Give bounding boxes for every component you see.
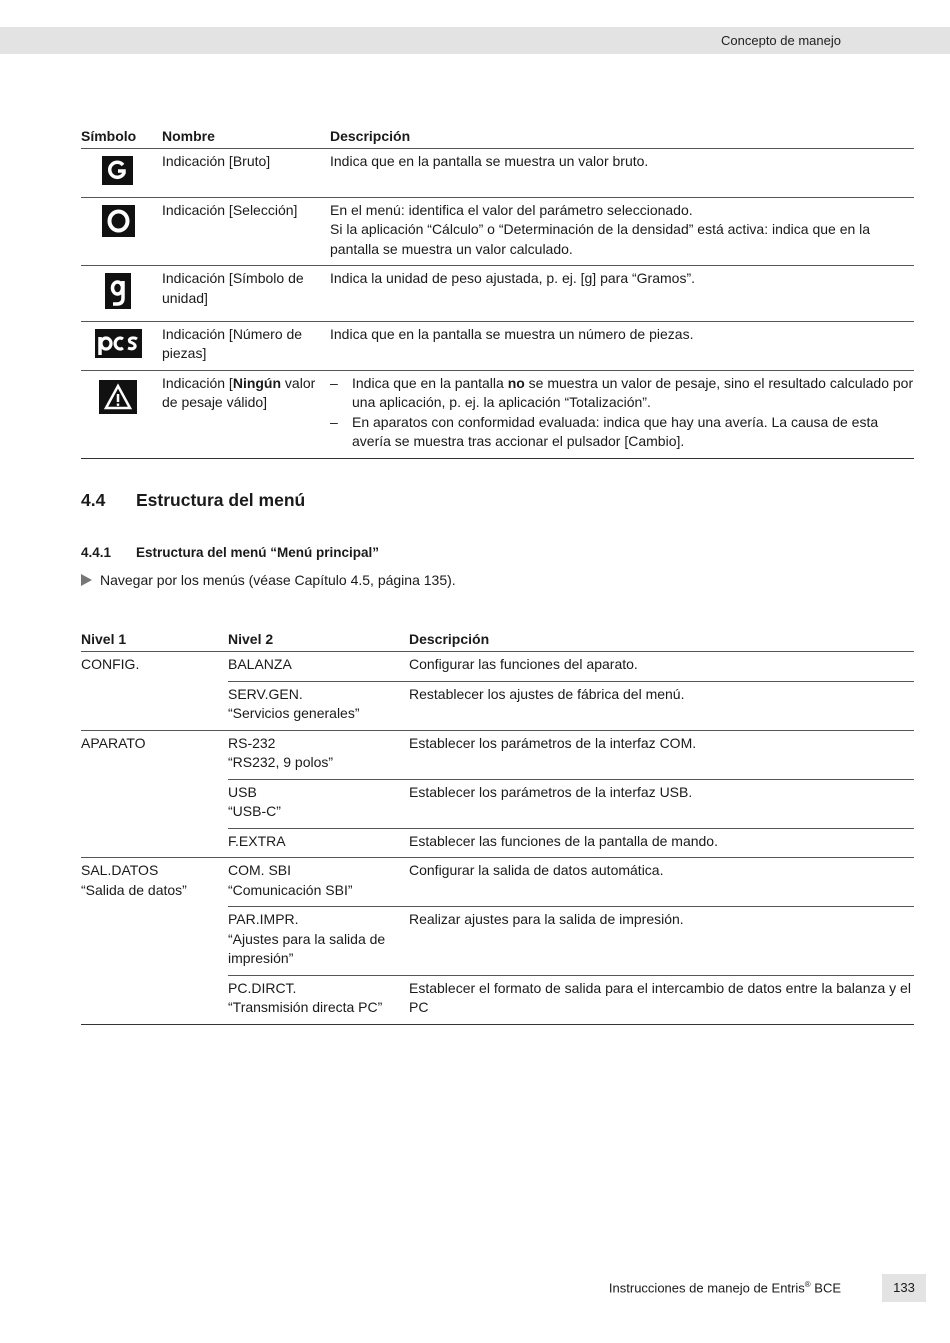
description-line: En el menú: identifica el valor del parámetro seleccionado. — [330, 201, 693, 218]
symbol-description — [330, 197, 914, 266]
symbol-name: Indicación [Ningún valor de pesaje válido] — [162, 370, 330, 458]
description-cell: Restablecer los ajustes de fábrica del menú. — [409, 681, 914, 730]
symbol-name: Indicación [Número de piezas] — [162, 321, 330, 370]
level2-cell: F.EXTRA — [228, 828, 409, 858]
col-header-level2: Nivel 2 — [228, 631, 409, 652]
table-row — [81, 975, 914, 1024]
symbol-description: Indica que en la pantalla se muestra un valor bruto. — [330, 149, 914, 198]
description-line: Si la aplicación “Cálculo” o “Determinación de la densidad” está activa: indica que en la pantalla se muestra un valor calculado. — [330, 221, 871, 257]
col-header-symbol: Símbolo — [81, 128, 162, 149]
table-row — [81, 197, 914, 266]
menu-structure-table — [81, 631, 914, 1025]
list-item: – En aparatos con conformidad evaluada: indica que hay una avería. La causa de esta avería se muestra tras accionar el pulsador [Cambio]. — [330, 413, 914, 452]
table-row — [81, 652, 914, 682]
description-cell: Establecer los parámetros de la interfaz USB. — [409, 779, 914, 828]
subsection-heading: 4.4.1 Estructura del menú “Menú principal” — [81, 545, 380, 560]
level2-cell: COM. SBI “Comunicación SBI” — [228, 858, 409, 907]
col-header-description: Descripción — [409, 631, 914, 652]
warning-triangle-icon — [99, 380, 137, 414]
description-cell: Configurar la salida de datos automática. — [409, 858, 914, 907]
footer-doc-title: Instrucciones de manejo de Entris® BCE — [608, 1280, 841, 1296]
table-row — [81, 858, 914, 907]
table-row — [81, 321, 914, 370]
selection-O-icon — [102, 205, 135, 237]
level2-cell: RS-232 “RS232, 9 polos” — [228, 730, 409, 779]
table-row — [81, 828, 914, 858]
description-cell: Establecer las funciones de la pantalla de mando. — [409, 828, 914, 858]
level1-cell — [81, 975, 228, 1024]
level2-cell: PAR.IMPR. “Ajustes para la salida de impresión” — [228, 907, 409, 976]
table-row — [81, 266, 914, 322]
list-item: – Indica que en la pantalla no se muestra un valor de pesaje, sino el resultado calculado por una aplicación, p. ej. la aplicación “Totalización”. — [330, 374, 914, 413]
symbol-description — [330, 370, 914, 458]
level1-cell — [81, 907, 228, 976]
description-cell: Establecer el formato de salida para el intercambio de datos entre la balanza y el PC — [409, 975, 914, 1024]
col-header-name: Nombre — [162, 128, 330, 149]
gross-G-icon — [102, 156, 133, 185]
table-row — [81, 779, 914, 828]
level1-cell — [81, 828, 228, 858]
page-number: 133 — [882, 1274, 926, 1302]
level2-cell: BALANZA — [228, 652, 409, 682]
table-row — [81, 730, 914, 779]
section-heading: 4.4 Estructura del menú — [81, 490, 306, 510]
level2-cell: USB “USB-C” — [228, 779, 409, 828]
symbol-name: Indicación [Bruto] — [162, 149, 330, 198]
level1-cell: APARATO — [81, 734, 146, 751]
symbol-table — [81, 128, 914, 459]
symbol-description: Indica la unidad de peso ajustada, p. ej. [g] para “Gramos”. — [330, 266, 914, 322]
pcs-icon — [95, 329, 142, 358]
level2-cell: PC.DIRCT. “Transmisión directa PC” — [228, 975, 409, 1024]
unit-g-icon — [105, 273, 131, 309]
symbol-description: Indica que en la pantalla se muestra un número de piezas. — [330, 321, 914, 370]
instruction-step: Navegar por los menús (véase Capítulo 4.5, página 135). — [81, 572, 456, 588]
arrow-right-icon — [81, 574, 92, 586]
table-row — [81, 907, 914, 976]
description-cell: Realizar ajustes para la salida de impresión. — [409, 907, 914, 976]
table-row — [81, 149, 914, 198]
col-header-description: Descripción — [330, 128, 914, 149]
section-header: Concepto de manejo — [721, 33, 841, 48]
table-row — [81, 370, 914, 458]
level2-cell: SERV.GEN. “Servicios generales” — [228, 681, 409, 730]
level1-cell — [81, 779, 228, 828]
level1-cell — [81, 681, 228, 730]
symbol-name: Indicación [Símbolo de unidad] — [162, 266, 330, 322]
table-row — [81, 681, 914, 730]
level1-cell: SAL.DATOS “Salida de datos” — [81, 862, 187, 898]
symbol-name: Indicación [Selección] — [162, 197, 330, 266]
level1-cell: CONFIG. — [81, 656, 140, 672]
col-header-level1: Nivel 1 — [81, 631, 228, 652]
description-cell: Establecer los parámetros de la interfaz COM. — [409, 730, 914, 779]
description-cell: Configurar las funciones del aparato. — [409, 652, 914, 682]
